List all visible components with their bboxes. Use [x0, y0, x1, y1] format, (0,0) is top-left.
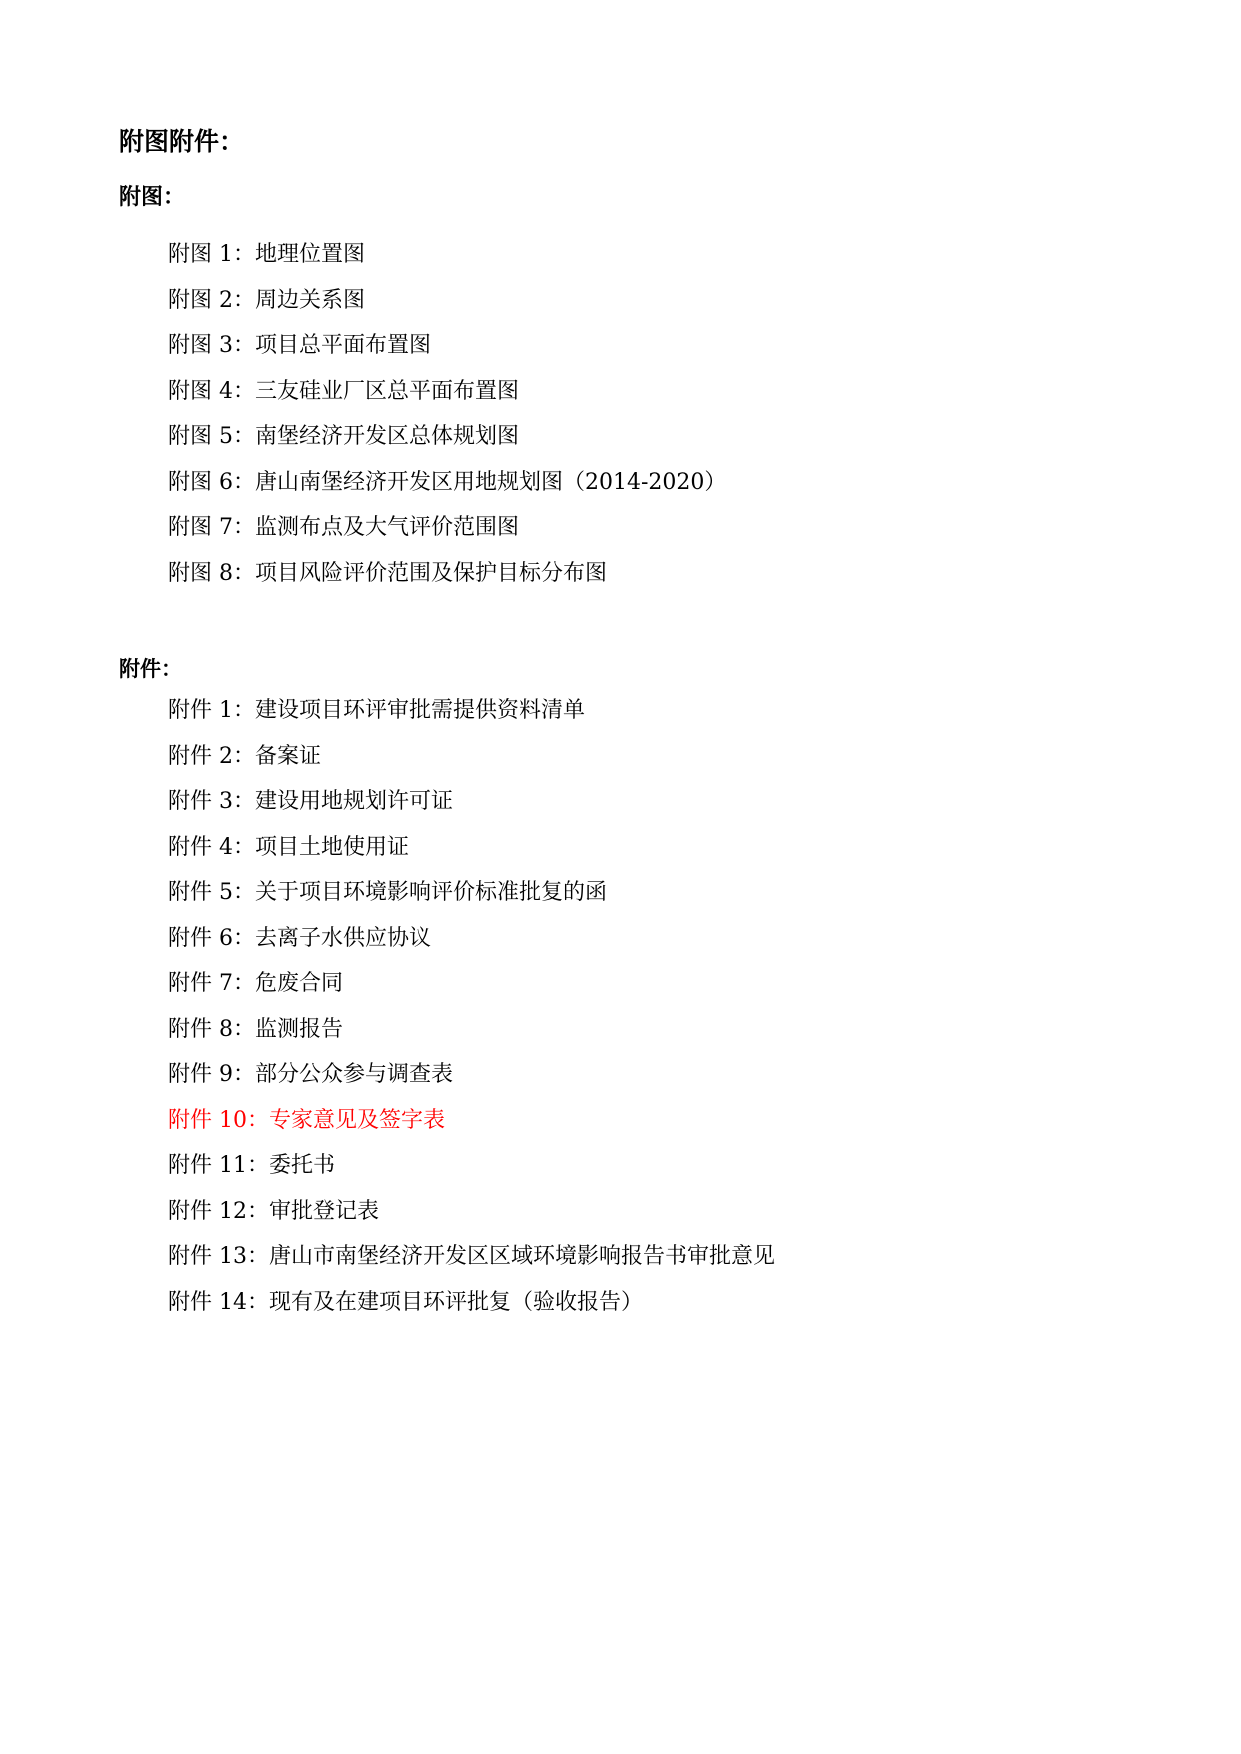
attachment-item [168, 870, 775, 916]
attachment-number: 附件 13： [168, 1244, 269, 1269]
attachment-item [168, 825, 775, 871]
attachment-title: 专家意见及签字表 [269, 1107, 446, 1133]
attachments-heading: 附件： [119, 656, 182, 681]
attachment-item [168, 1189, 775, 1235]
attachment-item [168, 1052, 775, 1098]
figure-item [168, 323, 726, 369]
figure-item [168, 551, 726, 597]
attachment-title: 审批登记表 [269, 1198, 380, 1224]
figure-number: 附图 2： [168, 287, 255, 313]
attachment-title: 建设用地规划许可证 [255, 789, 454, 814]
attachment-number: 附件 9： [168, 1062, 255, 1087]
figure-title: 项目总平面布置图 [255, 333, 432, 358]
page-title: 附图附件： [119, 127, 245, 156]
figure-number: 附图 4： [168, 378, 255, 404]
figure-title: 唐山南堡经济开发区用地规划图（2014-2020） [255, 469, 727, 495]
attachment-title: 部分公众参与调查表 [255, 1062, 454, 1087]
attachment-number: 附件 2： [168, 743, 255, 769]
figures-list [168, 232, 726, 596]
attachment-number: 附件 7： [168, 971, 255, 996]
attachment-item [168, 1234, 775, 1280]
attachment-title: 现有及在建项目环评批复（验收报告） [269, 1289, 644, 1315]
attachment-title: 唐山市南堡经济开发区区域环境影响报告书审批意见 [269, 1244, 776, 1269]
attachment-item [168, 1007, 775, 1053]
attachment-title: 去离子水供应协议 [255, 925, 432, 951]
figure-title: 周边关系图 [255, 287, 366, 313]
attachment-number: 附件 8： [168, 1016, 255, 1042]
figure-item [168, 278, 726, 324]
figure-number: 附图 6： [168, 469, 255, 495]
attachments-list [168, 688, 775, 1325]
figure-title: 地理位置图 [255, 242, 366, 267]
attachment-title: 监测报告 [255, 1016, 344, 1042]
attachment-number: 附件 11： [168, 1153, 269, 1178]
figure-item [168, 232, 726, 278]
attachment-item-highlighted [168, 1098, 775, 1144]
attachment-item [168, 916, 775, 962]
attachment-title: 建设项目环评审批需提供资料清单 [255, 698, 586, 723]
attachment-number: 附件 1： [168, 698, 255, 723]
attachment-item [168, 961, 775, 1007]
figure-item [168, 369, 726, 415]
attachment-title: 关于项目环境影响评价标准批复的函 [255, 880, 608, 905]
attachment-number: 附件 10： [168, 1107, 269, 1133]
figure-number: 附图 5： [168, 424, 255, 449]
attachment-title: 项目土地使用证 [255, 834, 410, 860]
attachment-title: 备案证 [255, 743, 322, 769]
attachment-number: 附件 14： [168, 1289, 269, 1315]
figure-number: 附图 3： [168, 333, 255, 358]
figure-item [168, 460, 726, 506]
figure-number: 附图 7： [168, 515, 255, 540]
attachment-number: 附件 5： [168, 880, 255, 905]
attachment-item [168, 1143, 775, 1189]
attachment-number: 附件 6： [168, 925, 255, 951]
figure-title: 三友硅业厂区总平面布置图 [255, 378, 520, 404]
attachment-item [168, 688, 775, 734]
attachment-title: 委托书 [269, 1153, 336, 1178]
attachment-number: 附件 3： [168, 789, 255, 814]
attachment-number: 附件 4： [168, 834, 255, 860]
attachment-item [168, 1280, 775, 1326]
figure-number: 附图 8： [168, 560, 255, 586]
figure-title: 监测布点及大气评价范围图 [255, 515, 520, 540]
figure-number: 附图 1： [168, 242, 255, 267]
figures-heading: 附图： [119, 184, 186, 210]
attachment-title: 危废合同 [255, 971, 344, 996]
figure-title: 项目风险评价范围及保护目标分布图 [255, 560, 608, 586]
attachment-item [168, 734, 775, 780]
attachment-number: 附件 12： [168, 1198, 269, 1224]
figure-item [168, 414, 726, 460]
figure-title: 南堡经济开发区总体规划图 [255, 424, 520, 449]
figure-item [168, 505, 726, 551]
attachment-item [168, 779, 775, 825]
